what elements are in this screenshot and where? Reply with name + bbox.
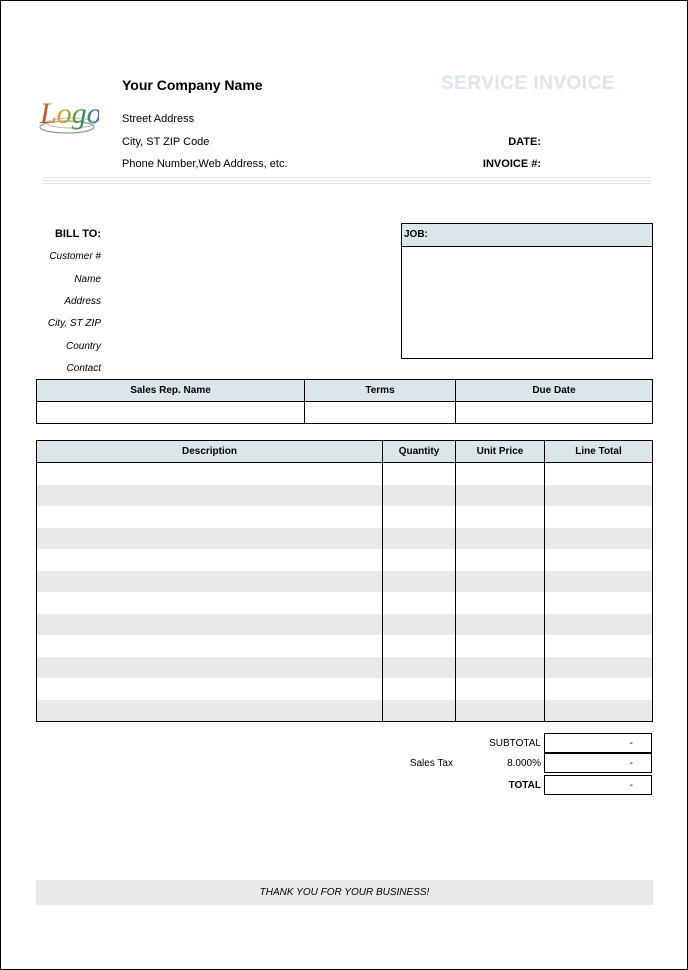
unit-price-cell[interactable] — [456, 592, 545, 614]
invoice-number-label: INVOICE #: — [482, 158, 541, 170]
company-logo — [37, 75, 99, 147]
quantity-cell[interactable] — [383, 592, 456, 614]
line-total-cell[interactable] — [545, 528, 653, 550]
terms-header: Terms — [305, 380, 456, 402]
line-total-cell[interactable] — [545, 678, 653, 700]
company-contact: Phone Number,Web Address, etc. — [122, 158, 288, 170]
due-date-cell[interactable] — [456, 402, 653, 424]
description-cell[interactable] — [37, 592, 383, 614]
quantity-cell[interactable] — [383, 506, 456, 528]
job-label: JOB: — [402, 224, 652, 247]
svg-text:Logo: Logo — [40, 97, 99, 130]
subtotal-label: SUBTOTAL — [489, 738, 541, 749]
description-cell[interactable] — [37, 571, 383, 593]
unit-price-cell[interactable] — [456, 614, 545, 636]
quantity-cell[interactable] — [383, 571, 456, 593]
bill-to-title: BILL TO: — [54, 228, 101, 240]
description-cell[interactable] — [37, 463, 383, 485]
line-items-table — [36, 440, 653, 722]
sales-tax-rate[interactable]: 8.000% — [507, 758, 541, 769]
unit-price-cell[interactable] — [456, 635, 545, 657]
table-row — [37, 528, 653, 550]
table-row — [37, 485, 653, 507]
bill-field-contact: Contact — [66, 363, 101, 374]
bill-field-country: Country — [65, 341, 101, 352]
line-total-cell[interactable] — [545, 614, 653, 636]
table-row — [37, 592, 653, 614]
due-date-header: Due Date — [456, 380, 653, 402]
quantity-header: Quantity — [383, 441, 456, 463]
table-row — [37, 614, 653, 636]
bill-field-customer: Customer # — [49, 251, 101, 262]
header-divider-2 — [43, 180, 651, 181]
table-row — [37, 700, 653, 722]
line-total-cell[interactable] — [545, 592, 653, 614]
company-name: Your Company Name — [122, 77, 263, 93]
description-cell[interactable] — [37, 485, 383, 507]
description-cell[interactable] — [37, 549, 383, 571]
quantity-cell[interactable] — [383, 485, 456, 507]
bill-field-city: City, ST ZIP — [47, 318, 101, 329]
sales-rep-cell[interactable] — [37, 402, 305, 424]
table-row — [37, 571, 653, 593]
job-box[interactable] — [401, 223, 653, 359]
company-street: Street Address — [122, 113, 195, 125]
line-total-cell[interactable] — [545, 485, 653, 507]
table-row — [37, 678, 653, 700]
unit-price-cell[interactable] — [456, 549, 545, 571]
description-header: Description — [37, 441, 383, 463]
unit-price-cell[interactable] — [456, 485, 545, 507]
line-total-cell[interactable] — [545, 700, 653, 722]
table-row — [37, 657, 653, 679]
line-total-cell[interactable] — [545, 635, 653, 657]
unit-price-cell[interactable] — [456, 571, 545, 593]
thank-you-note: THANK YOU FOR YOUR BUSINESS! — [36, 880, 653, 905]
quantity-cell[interactable] — [383, 614, 456, 636]
header-divider — [43, 177, 651, 178]
line-items-body — [37, 463, 653, 722]
sales-rep-header: Sales Rep. Name — [37, 380, 305, 402]
line-total-cell[interactable] — [545, 657, 653, 679]
bill-field-name: Name — [74, 274, 101, 285]
total-value: - — [544, 775, 652, 795]
quantity-cell[interactable] — [383, 657, 456, 679]
line-total-header: Line Total — [545, 441, 653, 463]
header-divider-3 — [43, 183, 651, 184]
line-total-cell[interactable] — [545, 549, 653, 571]
company-city: City, ST ZIP Code — [122, 136, 210, 148]
description-cell[interactable] — [37, 614, 383, 636]
quantity-cell[interactable] — [383, 678, 456, 700]
table-row — [37, 463, 653, 485]
bill-field-address: Address — [64, 296, 101, 307]
unit-price-cell[interactable] — [456, 506, 545, 528]
quantity-cell[interactable] — [383, 635, 456, 657]
table-row — [37, 635, 653, 657]
subtotal-value: - — [544, 733, 652, 753]
description-cell[interactable] — [37, 657, 383, 679]
quantity-cell[interactable] — [383, 549, 456, 571]
line-total-cell[interactable] — [545, 506, 653, 528]
description-cell[interactable] — [37, 678, 383, 700]
table-row — [37, 549, 653, 571]
description-cell[interactable] — [37, 528, 383, 550]
sales-tax-label: Sales Tax — [409, 758, 453, 769]
line-total-cell[interactable] — [545, 571, 653, 593]
line-total-cell[interactable] — [545, 463, 653, 485]
description-cell[interactable] — [37, 506, 383, 528]
total-label: TOTAL — [508, 780, 541, 791]
sales-tax-value: - — [544, 753, 652, 773]
date-label: DATE: — [508, 136, 541, 148]
description-cell[interactable] — [37, 700, 383, 722]
unit-price-cell[interactable] — [456, 678, 545, 700]
invoice-title: SERVICE INVOICE — [441, 73, 615, 94]
unit-price-cell[interactable] — [456, 700, 545, 722]
unit-price-cell[interactable] — [456, 528, 545, 550]
description-cell[interactable] — [37, 635, 383, 657]
sales-rep-table — [36, 379, 653, 424]
quantity-cell[interactable] — [383, 528, 456, 550]
terms-cell[interactable] — [305, 402, 456, 424]
unit-price-header: Unit Price — [456, 441, 545, 463]
quantity-cell[interactable] — [383, 463, 456, 485]
table-row — [37, 506, 653, 528]
quantity-cell[interactable] — [383, 700, 456, 722]
unit-price-cell[interactable] — [456, 657, 545, 679]
unit-price-cell[interactable] — [456, 463, 545, 485]
